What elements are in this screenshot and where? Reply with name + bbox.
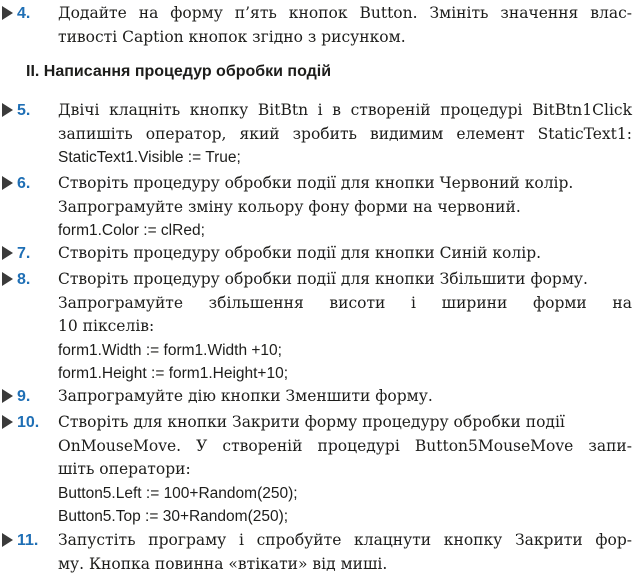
triangle-marker-icon: [2, 246, 13, 260]
step-number: 6.: [17, 175, 31, 192]
step-text-line: Запустіть програму і спробуйте клацнути кнопку Закрити фор-: [58, 531, 632, 549]
step-text-line: Створіть процедуру обробки події для кнопки Синій колір.: [58, 244, 542, 262]
triangle-marker-icon: [2, 389, 13, 403]
triangle-marker-icon: [2, 176, 13, 190]
code-line: Button5.Left := 100+Random(250);: [58, 484, 298, 502]
code-line: Button5.Top := 30+Random(250);: [58, 508, 289, 525]
step-number: 9.: [17, 388, 31, 405]
triangle-marker-icon: [2, 103, 13, 117]
step-text-line: Запрограмуйте дію кнопки Зменшити форму.: [58, 387, 433, 405]
triangle-marker-icon: [2, 533, 13, 547]
step-text-line: запишіть оператор, який зробить видимим елемент StaticText1:: [58, 124, 632, 143]
triangle-marker-icon: [2, 6, 13, 20]
code-line: form1.Color := clRed;: [58, 222, 205, 239]
triangle-marker-icon: [2, 272, 13, 286]
step-text-line: Створіть для кнопки Закрити форму процедуру обробки події: [58, 413, 565, 431]
step-text-line: Створіть процедуру обробки події для кнопки Збільшити форму.: [58, 270, 588, 288]
step-number: 11.: [17, 532, 39, 549]
step-text-line: шіть оператори:: [58, 460, 191, 478]
step-number: 7.: [17, 245, 31, 262]
step-text-line: Додайте на форму п’ять кнопок Button. Змініть значення влас-: [58, 4, 632, 22]
step-number: 10.: [17, 414, 40, 431]
code-line: form1.Width := form1.Width +10;: [58, 341, 282, 359]
step-number: 4.: [17, 5, 31, 22]
step-text-line: Запрограмуйте зміну кольору фону форми на червоний.: [58, 197, 521, 216]
step-text-line: Запрограмуйте збільшення висоти і ширини форми на: [58, 293, 632, 312]
code-line: form1.Height := form1.Height+10;: [58, 365, 289, 382]
step-number: 5.: [17, 102, 31, 119]
code-line: StaticText1.Visible := True;: [58, 149, 241, 166]
step-text-line: му. Кнопка повинна «втікати» від миші.: [58, 554, 388, 573]
step-text-line: Двічі клацніть кнопку BitBtn і в створеній процедурі BitBtn1Click: [58, 101, 632, 119]
section-heading: ІІ. Написання процедур обробки подій: [26, 63, 332, 80]
step-text-line: OnMouseMove. У створеній процедурі Button5MouseMove запи-: [58, 436, 632, 455]
triangle-marker-icon: [2, 415, 13, 429]
step-text-line: тивості Caption кнопок згідно з рисунком.: [58, 27, 406, 46]
step-text-line: Створіть процедуру обробки події для кнопки Червоний колір.: [58, 174, 574, 192]
step-number: 8.: [17, 271, 31, 288]
step-text-line: 10 пікселів:: [58, 317, 155, 335]
